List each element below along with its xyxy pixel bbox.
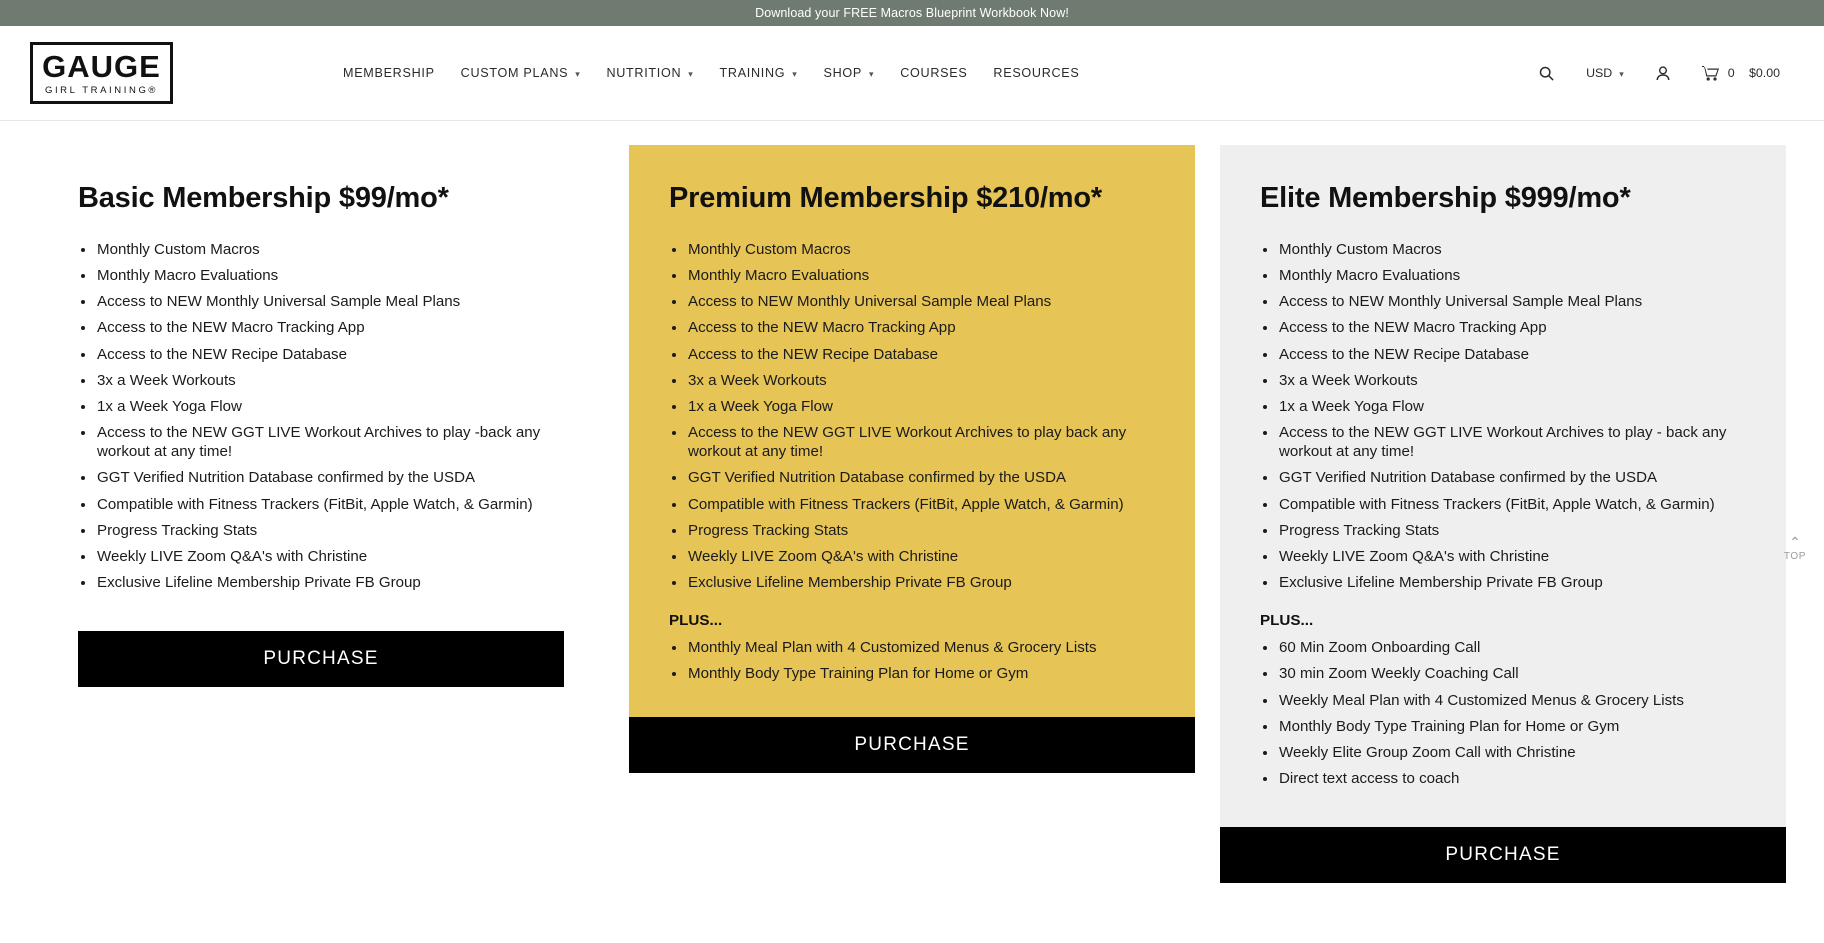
- list-item: GGT Verified Nutrition Database confirmed by the USDA: [78, 468, 564, 487]
- list-item: 60 Min Zoom Onboarding Call: [1260, 638, 1746, 657]
- cart-total: $0.00: [1748, 66, 1780, 80]
- list-item: Access to the NEW GGT LIVE Workout Archives to play back any workout at any time!: [669, 423, 1155, 461]
- purchase-button-elite[interactable]: PURCHASE: [1220, 827, 1786, 883]
- cart-button[interactable]: [1686, 66, 1796, 81]
- list-item: Monthly Custom Macros: [669, 240, 1155, 259]
- card-footer: [629, 691, 1195, 773]
- card-body: [1220, 145, 1786, 788]
- list-item: Monthly Custom Macros: [1260, 240, 1746, 259]
- list-item: Progress Tracking Stats: [78, 521, 564, 540]
- list-item: 3x a Week Workouts: [669, 371, 1155, 390]
- list-item: Weekly Meal Plan with 4 Customized Menus & Grocery Lists: [1260, 691, 1746, 710]
- list-item: Access to the NEW Macro Tracking App: [669, 318, 1155, 337]
- cart-count: 0: [1727, 66, 1735, 80]
- list-item: 1x a Week Yoga Flow: [78, 397, 564, 416]
- list-item: Weekly LIVE Zoom Q&A's with Christine: [669, 547, 1155, 566]
- card-title: Premium Membership $210/mo*: [669, 182, 1102, 214]
- plus-label: PLUS...: [1260, 612, 1314, 630]
- nav-label: SHOP: [823, 66, 863, 80]
- list-item: Access to the NEW Macro Tracking App: [78, 318, 564, 337]
- list-item: Progress Tracking Stats: [669, 521, 1155, 540]
- list-item: 3x a Week Workouts: [1260, 371, 1746, 390]
- currency-selector[interactable]: [1570, 66, 1640, 80]
- user-icon: [1656, 66, 1670, 81]
- chevron-down-icon: ▾: [792, 68, 798, 79]
- list-item: Monthly Macro Evaluations: [78, 266, 564, 285]
- list-item: Monthly Macro Evaluations: [669, 266, 1155, 285]
- search-icon: [1539, 66, 1554, 81]
- announcement-link[interactable]: Download your FREE Macros Blueprint Workbook Now!: [755, 6, 1069, 20]
- list-item: Direct text access to coach: [1260, 769, 1746, 788]
- back-to-top-label: TOP: [1783, 551, 1807, 562]
- nav-item-training[interactable]: [707, 66, 811, 80]
- chevron-down-icon: ▾: [1619, 68, 1624, 79]
- plus-label: PLUS...: [669, 612, 723, 630]
- list-item: Access to the NEW GGT LIVE Workout Archives to play -back any workout at any time!: [78, 423, 564, 461]
- list-item: 1x a Week Yoga Flow: [669, 397, 1155, 416]
- currency-label: USD: [1586, 66, 1613, 80]
- nav-item-resources[interactable]: [980, 66, 1092, 80]
- list-item: Compatible with Fitness Trackers (FitBit, Apple Watch, & Garmin): [78, 495, 564, 514]
- site-header: [0, 26, 1824, 121]
- list-item: Access to NEW Monthly Universal Sample Meal Plans: [78, 292, 564, 311]
- list-item: Monthly Body Type Training Plan for Home or Gym: [669, 664, 1155, 683]
- feature-list: [669, 240, 1155, 592]
- logo-secondary-text: GIRL TRAINING®: [44, 84, 159, 96]
- list-item: Exclusive Lifeline Membership Private FB Group: [1260, 573, 1746, 592]
- nav-item-shop[interactable]: [811, 66, 888, 80]
- list-item: Access to the NEW Recipe Database: [78, 345, 564, 364]
- nav-item-nutrition[interactable]: [593, 66, 706, 80]
- purchase-button-premium[interactable]: PURCHASE: [629, 717, 1195, 773]
- list-item: 30 min Zoom Weekly Coaching Call: [1260, 664, 1746, 683]
- nav-label: MEMBERSHIP: [343, 66, 435, 80]
- main-navigation: [330, 66, 1093, 80]
- list-item: Weekly LIVE Zoom Q&A's with Christine: [1260, 547, 1746, 566]
- list-item: Compatible with Fitness Trackers (FitBit, Apple Watch, & Garmin): [1260, 495, 1746, 514]
- list-item: Monthly Custom Macros: [78, 240, 564, 259]
- nav-item-membership[interactable]: [330, 66, 448, 80]
- chevron-down-icon: ▾: [869, 68, 875, 79]
- plus-feature-list: [1260, 638, 1746, 788]
- card-title: Basic Membership $99/mo*: [78, 182, 449, 214]
- list-item: GGT Verified Nutrition Database confirmed by the USDA: [1260, 468, 1746, 487]
- list-item: Access to the NEW Recipe Database: [669, 345, 1155, 364]
- search-button[interactable]: [1523, 66, 1570, 81]
- card-footer: [38, 599, 604, 687]
- nav-label: TRAINING: [719, 66, 786, 80]
- card-body: [38, 145, 604, 592]
- purchase-button-basic[interactable]: PURCHASE: [78, 631, 564, 687]
- plus-feature-list: [669, 638, 1155, 683]
- list-item: Exclusive Lifeline Membership Private FB Group: [78, 573, 564, 592]
- list-item: Progress Tracking Stats: [1260, 521, 1746, 540]
- list-item: Access to the NEW Recipe Database: [1260, 345, 1746, 364]
- list-item: GGT Verified Nutrition Database confirmed by the USDA: [669, 468, 1155, 487]
- cart-icon: [1702, 66, 1719, 81]
- header-utilities: [1523, 66, 1796, 81]
- nav-label: NUTRITION: [606, 66, 682, 80]
- list-item: Weekly LIVE Zoom Q&A's with Christine: [78, 547, 564, 566]
- logo-primary-text: GAUGE: [42, 48, 161, 84]
- chevron-down-icon: ▾: [575, 68, 581, 79]
- list-item: Access to the NEW Macro Tracking App: [1260, 318, 1746, 337]
- nav-item-courses[interactable]: [887, 66, 980, 80]
- announcement-bar[interactable]: [0, 0, 1824, 26]
- list-item: Monthly Meal Plan with 4 Customized Menus & Grocery Lists: [669, 638, 1155, 657]
- pricing-section: [0, 121, 1824, 943]
- list-item: Monthly Macro Evaluations: [1260, 266, 1746, 285]
- chevron-up-icon: ⌃: [1789, 534, 1801, 550]
- list-item: 1x a Week Yoga Flow: [1260, 397, 1746, 416]
- back-to-top-button[interactable]: [1778, 535, 1812, 562]
- chevron-down-icon: ▾: [688, 68, 694, 79]
- pricing-card-basic: [38, 145, 604, 687]
- card-footer: [1220, 795, 1786, 883]
- site-logo[interactable]: [30, 42, 173, 104]
- list-item: 3x a Week Workouts: [78, 371, 564, 390]
- pricing-card-premium: [629, 145, 1195, 773]
- card-body: [629, 145, 1195, 684]
- nav-label: COURSES: [900, 66, 968, 80]
- list-item: Compatible with Fitness Trackers (FitBit, Apple Watch, & Garmin): [669, 495, 1155, 514]
- list-item: Exclusive Lifeline Membership Private FB Group: [669, 573, 1155, 592]
- pricing-card-elite: [1220, 145, 1786, 883]
- card-title: Elite Membership $999/mo*: [1260, 182, 1631, 214]
- list-item: Monthly Body Type Training Plan for Home or Gym: [1260, 717, 1746, 736]
- list-item: Access to the NEW GGT LIVE Workout Archives to play - back any workout at any time!: [1260, 423, 1746, 461]
- list-item: Weekly Elite Group Zoom Call with Christine: [1260, 743, 1746, 762]
- nav-item-custom-plans[interactable]: [448, 66, 594, 80]
- feature-list: [78, 240, 564, 592]
- pricing-cards: [0, 145, 1824, 883]
- list-item: Access to NEW Monthly Universal Sample Meal Plans: [669, 292, 1155, 311]
- nav-label: CUSTOM PLANS: [460, 66, 569, 80]
- account-button[interactable]: [1640, 66, 1686, 81]
- list-item: Access to NEW Monthly Universal Sample Meal Plans: [1260, 292, 1746, 311]
- nav-label: RESOURCES: [993, 66, 1080, 80]
- feature-list: [1260, 240, 1746, 592]
